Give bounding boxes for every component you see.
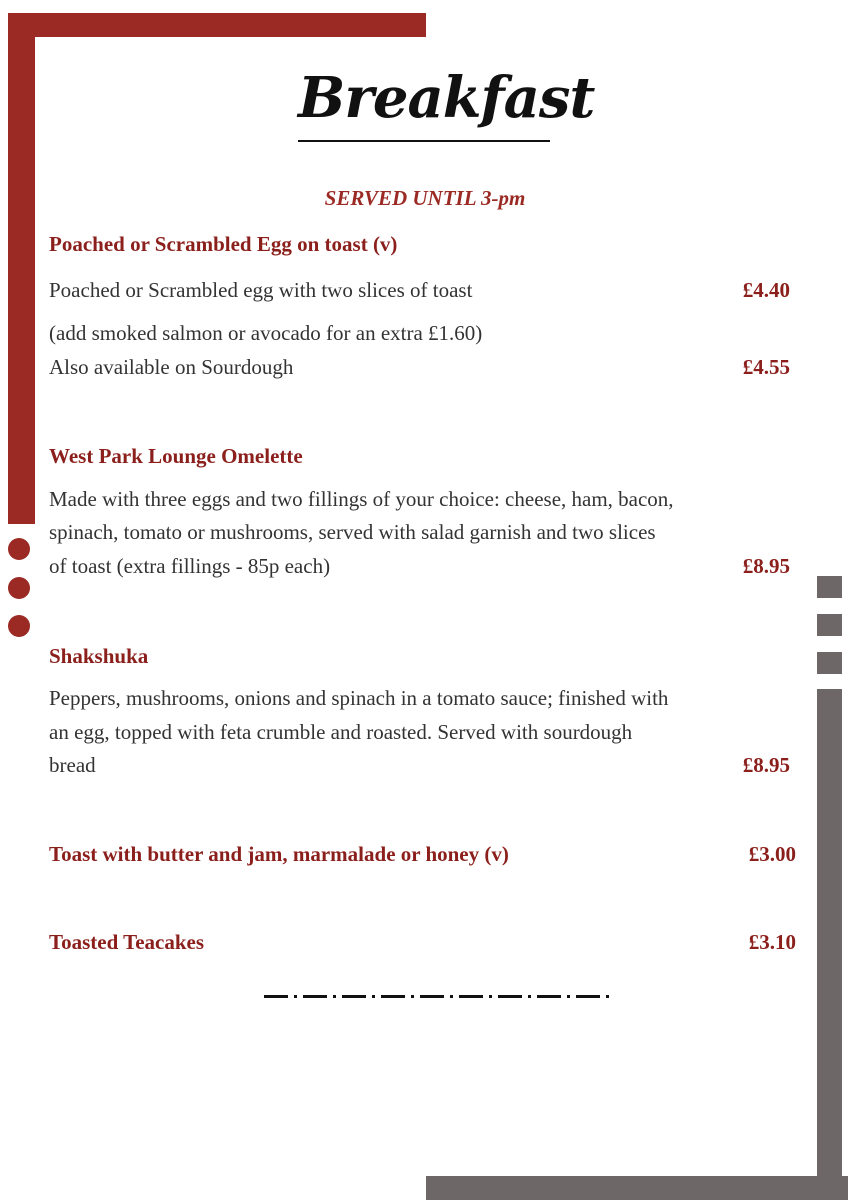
item-price: £3.10 [748, 930, 796, 954]
dashed-divider [264, 995, 612, 998]
item-price: £8.95 [742, 753, 790, 777]
item-desc-line: spinach, tomato or mushrooms, served with salad garnish and two slices [49, 520, 656, 544]
decor-square [817, 614, 842, 636]
item-desc-line: an egg, topped with feta crumble and roasted. Served with sourdough [49, 720, 633, 744]
item-desc-line: (add smoked salmon or avocado for an extra £1.60) [49, 321, 483, 345]
item-desc-line: Made with three eggs and two fillings of your choice: cheese, ham, bacon, [49, 487, 674, 511]
decor-dot [8, 577, 30, 599]
decor-square [817, 576, 842, 598]
item-desc-line: Poached or Scrambled egg with two slices of toast [49, 278, 473, 302]
decor-square [817, 652, 842, 674]
item-price: £8.95 [742, 554, 790, 578]
item-heading-teacakes: Toasted Teacakes [49, 930, 205, 954]
serving-time: SERVED UNTIL 3-pm [324, 186, 526, 210]
item-desc-line: bread [49, 753, 96, 777]
menu-title: Breakfast [298, 65, 595, 131]
item-price: £4.40 [742, 278, 790, 302]
item-desc-line: Peppers, mushrooms, onions and spinach in a tomato sauce; finished with [49, 686, 669, 710]
frame-top-bar [8, 13, 426, 37]
decor-dot [8, 615, 30, 637]
item-desc-line: Also available on Sourdough [49, 355, 294, 379]
item-price: £3.00 [748, 842, 796, 866]
frame-right-bar [817, 689, 842, 1200]
item-heading-omelette: West Park Lounge Omelette [49, 444, 303, 468]
item-price-sourdough: £4.55 [742, 355, 790, 379]
title-underline [298, 140, 550, 142]
item-heading-shakshuka: Shakshuka [49, 644, 149, 668]
frame-left-bar [8, 13, 35, 524]
item-desc-line: of toast (extra fillings - 85p each) [49, 554, 331, 578]
frame-bottom-bar [426, 1176, 848, 1200]
decor-dot [8, 538, 30, 560]
item-heading-toast: Toast with butter and jam, marmalade or honey (v) [49, 842, 509, 866]
item-heading-eggs: Poached or Scrambled Egg on toast (v) [49, 232, 398, 256]
